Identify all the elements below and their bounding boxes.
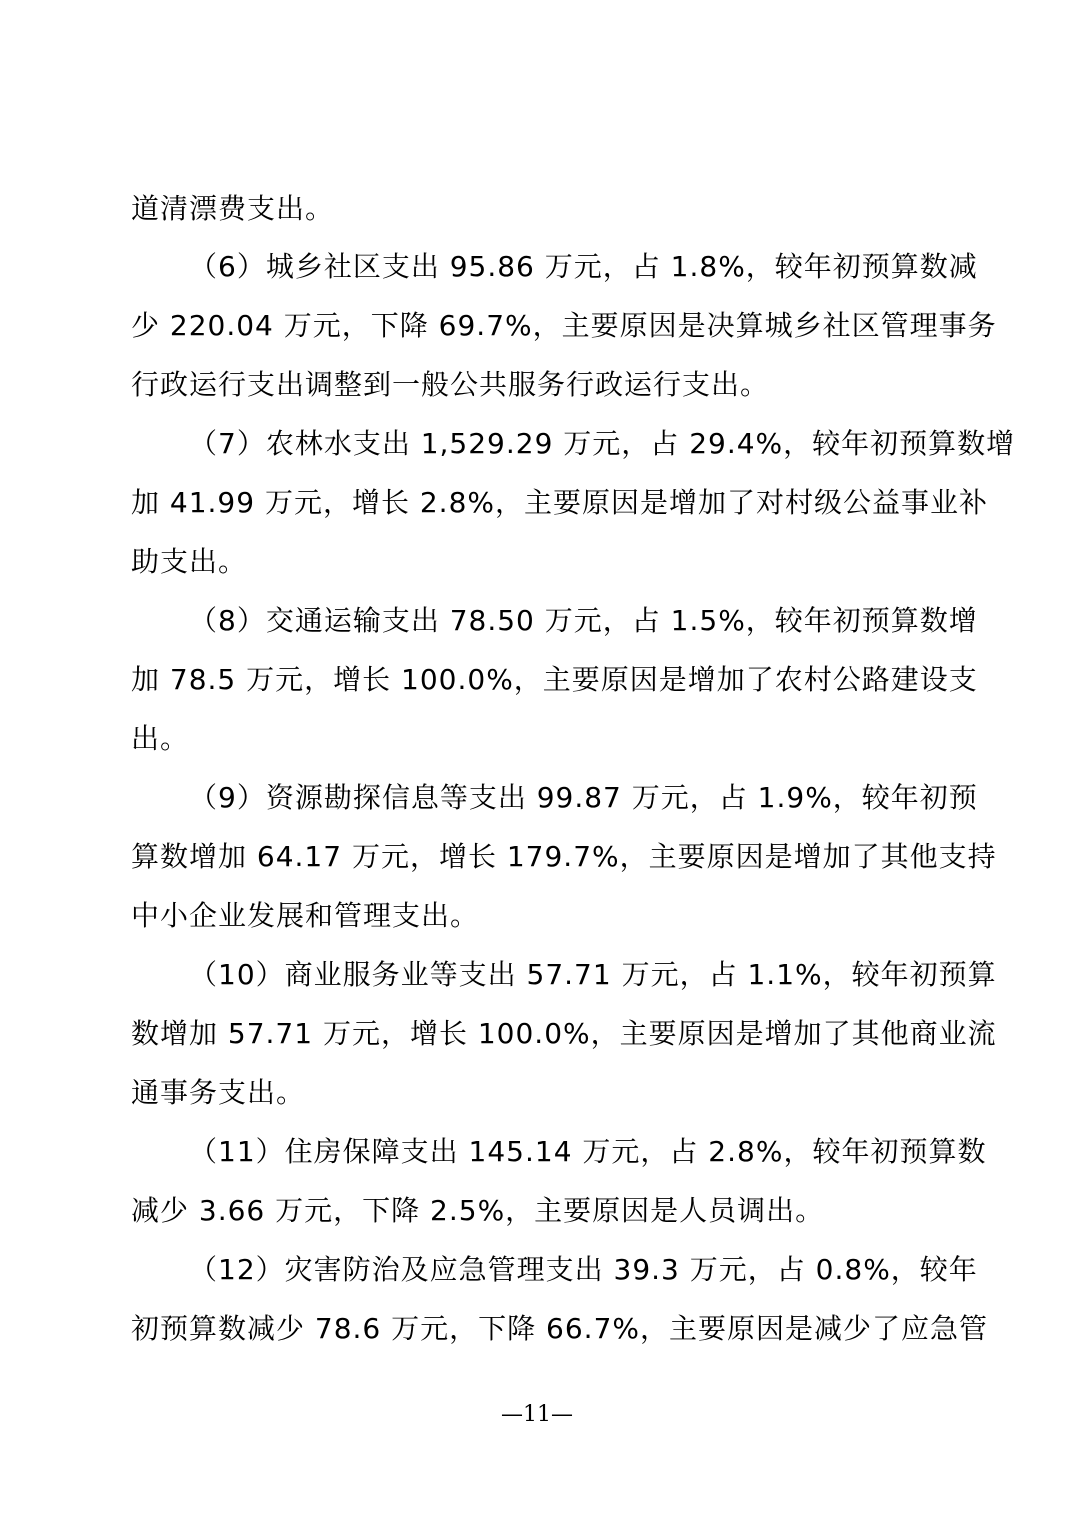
paragraph-9-line-1: （9）资源勘探信息等支出 99.87 万元，占 1.9%，较年初预 — [189, 781, 978, 814]
paragraph-7-line-3: 助支出。 — [131, 545, 248, 578]
paragraph-10-line-3: 通事务支出。 — [131, 1076, 306, 1109]
paragraph-9-line-3: 中小企业发展和管理支出。 — [131, 899, 480, 932]
page-number: —11— — [501, 1402, 573, 1427]
paragraph-11-line-2: 减少 3.66 万元，下降 2.5%，主要原因是人员调出。 — [131, 1194, 825, 1227]
paragraph-6-line-1: （6）城乡社区支出 95.86 万元，占 1.8%，较年初预算数减 — [189, 250, 978, 283]
paragraph-8-line-3: 出。 — [131, 722, 190, 755]
paragraph-6-line-2: 少 220.04 万元，下降 69.7%，主要原因是决算城乡社区管理事务 — [131, 309, 997, 342]
paragraph-8-line-2: 加 78.5 万元，增长 100.0%，主要原因是增加了农村公路建设支 — [131, 663, 978, 696]
paragraph-9-line-2: 算数增加 64.17 万元，增长 179.7%，主要原因是增加了其他支持 — [131, 840, 997, 873]
paragraph-11-line-1: （11）住房保障支出 145.14 万元，占 2.8%，较年初预算数 — [189, 1135, 987, 1168]
paragraph-12-line-2: 初预算数减少 78.6 万元，下降 66.7%，主要原因是减少了应急管 — [131, 1312, 988, 1345]
paragraph-10-line-2: 数增加 57.71 万元，增长 100.0%，主要原因是增加了其他商业流 — [131, 1017, 997, 1050]
text-line: 道清漂费支出。 — [131, 192, 335, 225]
paragraph-10-line-1: （10）商业服务业等支出 57.71 万元，占 1.1%，较年初预算 — [189, 958, 997, 991]
paragraph-7-line-1: （7）农林水支出 1,529.29 万元，占 29.4%，较年初预算数增 — [189, 427, 1016, 460]
paragraph-7-line-2: 加 41.99 万元，增长 2.8%，主要原因是增加了对村级公益事业补 — [131, 486, 988, 519]
paragraph-8-line-1: （8）交通运输支出 78.50 万元，占 1.5%，较年初预算数增 — [189, 604, 978, 637]
paragraph-12-line-1: （12）灾害防治及应急管理支出 39.3 万元，占 0.8%，较年 — [189, 1253, 978, 1286]
paragraph-6-line-3: 行政运行支出调整到一般公共服务行政运行支出。 — [131, 368, 770, 401]
